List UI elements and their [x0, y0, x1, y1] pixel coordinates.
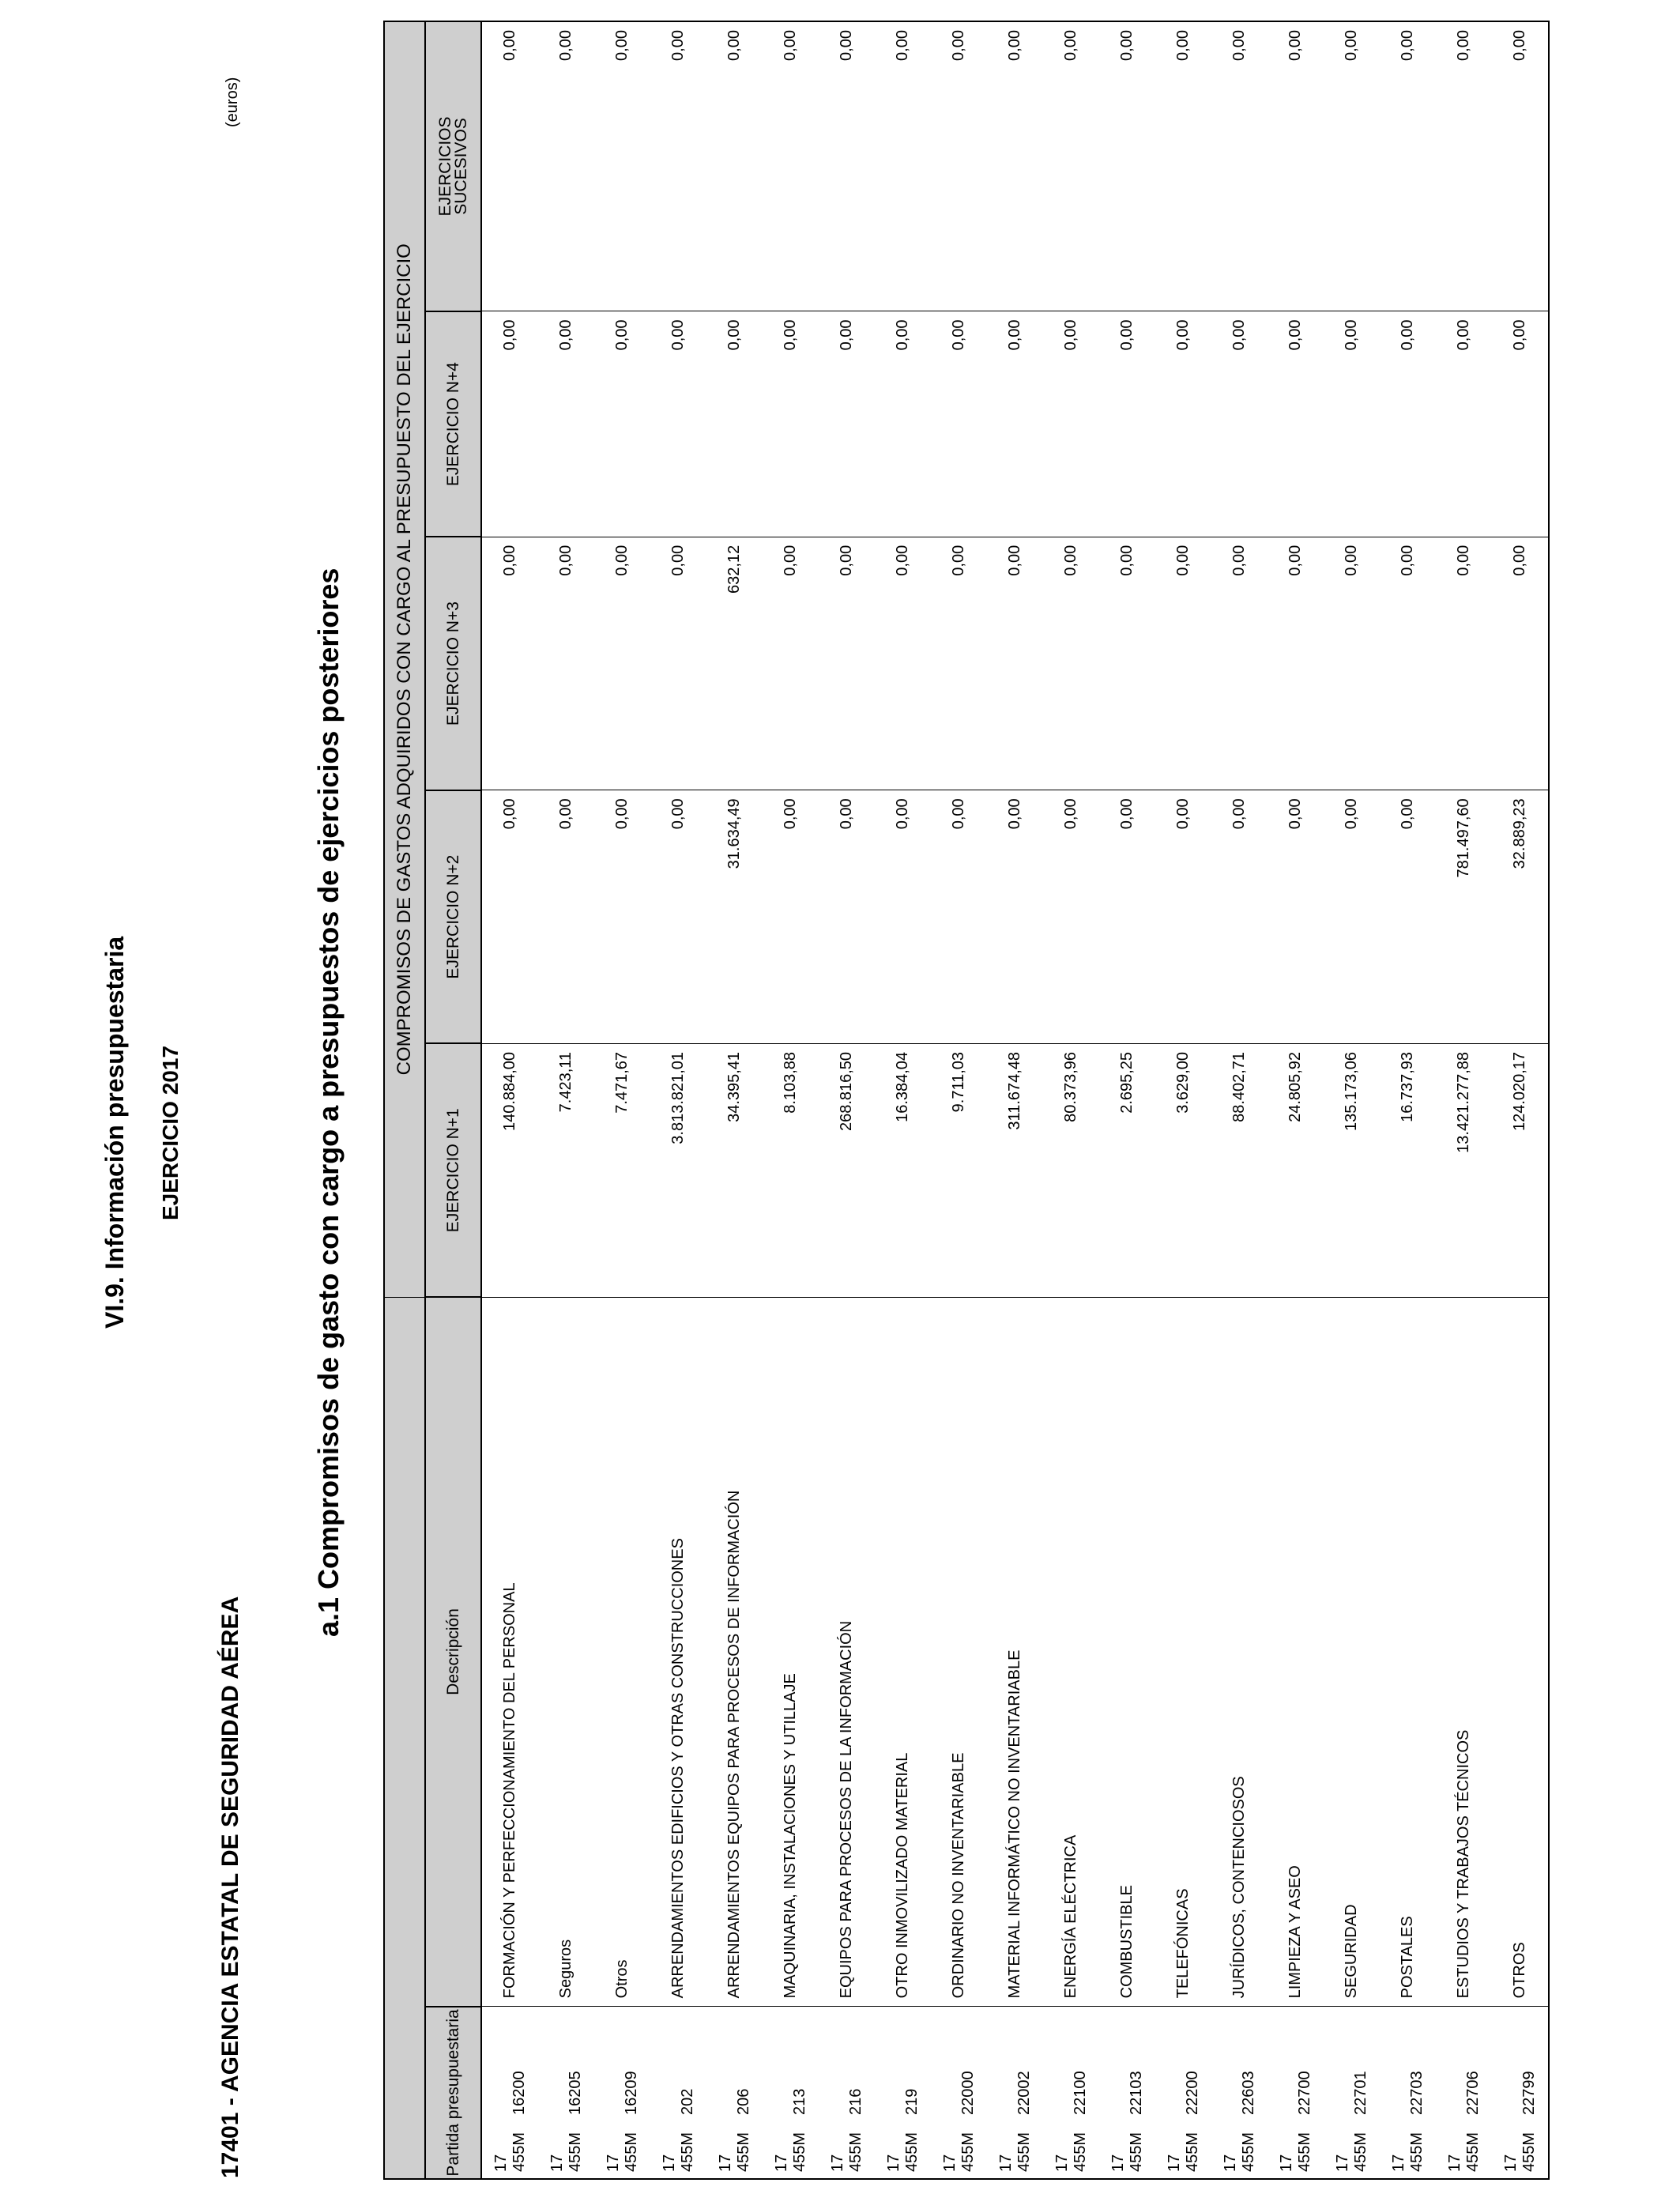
col-header-descripcion: Descripción: [425, 1297, 481, 2007]
n1-cell: 13.421.277,88: [1436, 1043, 1492, 1297]
partida-cell: [987, 2007, 1043, 2179]
programa-code: 17 455M: [996, 2132, 1033, 2172]
group-header: COMPROMISOS DE GASTOS ADQUIRIDOS CON CARGO AL PRESUPUESTO DEL EJERCICIO: [384, 21, 425, 1297]
programa-code: 17 455M: [772, 2132, 808, 2172]
n4-cell: 0,00: [1155, 311, 1211, 537]
table-row: [875, 21, 931, 2179]
col-header-n2: EJERCICIO N+2: [425, 790, 481, 1044]
concepto-code: 22701: [1351, 2071, 1369, 2115]
table-row: [931, 21, 987, 2179]
n4-cell: 0,00: [538, 311, 594, 537]
sucesivos-cell: 0,00: [1380, 21, 1436, 311]
sucesivos-cell: 0,00: [1268, 21, 1324, 311]
n1-cell: 3.629,00: [1155, 1043, 1211, 1297]
table-row: [1043, 21, 1099, 2179]
programa-code: 17 455M: [940, 2132, 977, 2172]
partida-cell: [931, 2007, 987, 2179]
descripcion-cell: Otros: [594, 1297, 650, 2007]
n3-cell: 0,00: [1099, 537, 1155, 790]
n4-cell: 0,00: [1380, 311, 1436, 537]
programa-code: 17 455M: [660, 2132, 696, 2172]
partida-cell: [1099, 2007, 1155, 2179]
n2-cell: 0,00: [650, 790, 706, 1044]
n2-cell: 0,00: [1155, 790, 1211, 1044]
n3-cell: 0,00: [1211, 537, 1268, 790]
n2-cell: 781.497,60: [1436, 790, 1492, 1044]
units-label: (euros): [224, 77, 241, 127]
descripcion-cell: ENERGÍA ELÉCTRICA: [1043, 1297, 1099, 2007]
n3-cell: 0,00: [1380, 537, 1436, 790]
partida-cell: [1492, 2007, 1549, 2179]
descripcion-cell: ARRENDAMIENTOS EQUIPOS PARA PROCESOS DE INFORMACIÓN: [706, 1297, 763, 2007]
n3-cell: 0,00: [1043, 537, 1099, 790]
n2-cell: 0,00: [1268, 790, 1324, 1044]
n1-cell: 124.020,17: [1492, 1043, 1549, 1297]
n4-cell: 0,00: [763, 311, 819, 537]
programa-code: 17 455M: [604, 2132, 640, 2172]
descripcion-cell: EQUIPOS PARA PROCESOS DE LA INFORMACIÓN: [819, 1297, 875, 2007]
concepto-code: 22603: [1239, 2071, 1257, 2115]
partida-cell: [1268, 2007, 1324, 2179]
sucesivos-cell: 0,00: [1436, 21, 1492, 311]
organism-name: 17401 - AGENCIA ESTATAL DE SEGURIDAD AÉREA: [217, 1596, 243, 2178]
col-header-partida: Partida presupuestaria: [425, 2007, 481, 2179]
n3-cell: 0,00: [763, 537, 819, 790]
descripcion-cell: OTRO INMOVILIZADO MATERIAL: [875, 1297, 931, 2007]
partida-cell: [1436, 2007, 1492, 2179]
partida-cell: [1043, 2007, 1099, 2179]
table-row: [1492, 21, 1549, 2179]
page-title: VI.9. Información presupuestaria: [100, 936, 129, 1329]
sucesivos-cell: 0,00: [481, 21, 538, 311]
programa-code: 17 455M: [828, 2132, 864, 2172]
concepto-code: 22002: [1015, 2071, 1033, 2115]
n2-cell: 0,00: [819, 790, 875, 1044]
descripcion-cell: POSTALES: [1380, 1297, 1436, 2007]
n2-cell: 0,00: [1043, 790, 1099, 1044]
programa-code: 17 455M: [1053, 2132, 1089, 2172]
n1-cell: 3.813.821,01: [650, 1043, 706, 1297]
partida-cell: [706, 2007, 763, 2179]
concepto-code: 202: [678, 2088, 696, 2115]
n4-cell: 0,00: [987, 311, 1043, 537]
partida-cell: [650, 2007, 706, 2179]
n1-cell: 16.384,04: [875, 1043, 931, 1297]
col-header-sucesivos-line2: SUCESIVOS: [451, 118, 470, 215]
n3-cell: 0,00: [931, 537, 987, 790]
commitments-table: [383, 21, 1550, 2180]
table-row: [481, 21, 538, 2179]
n4-cell: 0,00: [931, 311, 987, 537]
table-body: [481, 21, 1549, 2179]
descripcion-cell: MATERIAL INFORMÁTICO NO INVENTARIABLE: [987, 1297, 1043, 2007]
n2-cell: 0,00: [1211, 790, 1268, 1044]
partida-cell: [819, 2007, 875, 2179]
sucesivos-cell: 0,00: [1492, 21, 1549, 311]
n4-cell: 0,00: [875, 311, 931, 537]
sucesivos-cell: 0,00: [1324, 21, 1380, 311]
n1-cell: 16.737,93: [1380, 1043, 1436, 1297]
descripcion-cell: COMBUSTIBLE: [1099, 1297, 1155, 2007]
col-header-n4: EJERCICIO N+4: [425, 311, 481, 537]
n3-cell: 0,00: [1324, 537, 1380, 790]
n4-cell: 0,00: [1324, 311, 1380, 537]
n4-cell: 0,00: [650, 311, 706, 537]
n4-cell: 0,00: [1268, 311, 1324, 537]
table-row: [1155, 21, 1211, 2179]
programa-code: 17 455M: [884, 2132, 921, 2172]
n2-cell: 32.889,23: [1492, 790, 1549, 1044]
partida-cell: [763, 2007, 819, 2179]
n4-cell: 0,00: [819, 311, 875, 537]
table-row: [1099, 21, 1155, 2179]
programa-code: 17 455M: [1333, 2132, 1369, 2172]
sucesivos-cell: 0,00: [987, 21, 1043, 311]
descripcion-cell: SEGURIDAD: [1324, 1297, 1380, 2007]
descripcion-cell: Seguros: [538, 1297, 594, 2007]
descripcion-cell: TELEFÓNICAS: [1155, 1297, 1211, 2007]
n4-cell: 0,00: [1043, 311, 1099, 537]
n3-cell: 0,00: [1436, 537, 1492, 790]
table-row: [987, 21, 1043, 2179]
programa-code: 17 455M: [1221, 2132, 1257, 2172]
n1-cell: 80.373,96: [1043, 1043, 1099, 1297]
partida-cell: [538, 2007, 594, 2179]
n1-cell: 2.695,25: [1099, 1043, 1155, 1297]
table-row: [538, 21, 594, 2179]
n1-cell: 7.423,11: [538, 1043, 594, 1297]
n4-cell: 0,00: [706, 311, 763, 537]
n4-cell: 0,00: [481, 311, 538, 537]
n4-cell: 0,00: [1211, 311, 1268, 537]
programa-code: 17 455M: [1389, 2132, 1426, 2172]
n1-cell: 268.816,50: [819, 1043, 875, 1297]
exercise-year: EJERCICIO 2017: [158, 1046, 183, 1220]
n3-cell: 0,00: [1155, 537, 1211, 790]
n4-cell: 0,00: [594, 311, 650, 537]
sucesivos-cell: 0,00: [1211, 21, 1268, 311]
n2-cell: 0,00: [594, 790, 650, 1044]
concepto-code: 219: [902, 2088, 921, 2115]
n3-cell: 632,12: [706, 537, 763, 790]
table-row: [650, 21, 706, 2179]
n3-cell: 0,00: [538, 537, 594, 790]
concepto-code: 16200: [510, 2071, 528, 2115]
concepto-code: 22103: [1127, 2071, 1145, 2115]
n3-cell: 0,00: [1492, 537, 1549, 790]
header-blank: [384, 1297, 425, 2179]
sucesivos-cell: 0,00: [763, 21, 819, 311]
n1-cell: 34.395,41: [706, 1043, 763, 1297]
col-header-sucesivos-line1: EJERCICIOS: [435, 116, 454, 217]
partida-cell: [875, 2007, 931, 2179]
concepto-code: 22799: [1520, 2071, 1538, 2115]
sucesivos-cell: 0,00: [594, 21, 650, 311]
table-row: [1268, 21, 1324, 2179]
n3-cell: 0,00: [481, 537, 538, 790]
n1-cell: 88.402,71: [1211, 1043, 1268, 1297]
table-row: [706, 21, 763, 2179]
sucesivos-cell: 0,00: [1099, 21, 1155, 311]
n1-cell: 140.884,00: [481, 1043, 538, 1297]
n3-cell: 0,00: [875, 537, 931, 790]
concepto-code: 22706: [1463, 2071, 1482, 2115]
table-row: [1380, 21, 1436, 2179]
table-row: [1436, 21, 1492, 2179]
concepto-code: 22200: [1183, 2071, 1201, 2115]
table-row: [763, 21, 819, 2179]
concepto-code: 213: [790, 2088, 808, 2115]
partida-cell: [481, 2007, 538, 2179]
n2-cell: 0,00: [481, 790, 538, 1044]
table-row: [594, 21, 650, 2179]
concepto-code: 206: [734, 2088, 752, 2115]
programa-code: 17 455M: [1165, 2132, 1201, 2172]
n2-cell: 0,00: [1380, 790, 1436, 1044]
programa-code: 17 455M: [1501, 2132, 1538, 2172]
col-header-sucesivos: [425, 21, 481, 311]
concepto-code: 16209: [622, 2071, 640, 2115]
sucesivos-cell: 0,00: [1155, 21, 1211, 311]
n3-cell: 0,00: [650, 537, 706, 790]
n3-cell: 0,00: [1268, 537, 1324, 790]
n3-cell: 0,00: [987, 537, 1043, 790]
descripcion-cell: ARRENDAMIENTOS EDIFICIOS Y OTRAS CONSTRUCCIONES: [650, 1297, 706, 2007]
sucesivos-cell: 0,00: [1043, 21, 1099, 311]
table-row: [1324, 21, 1380, 2179]
n1-cell: 7.471,67: [594, 1043, 650, 1297]
programa-code: 17 455M: [1109, 2132, 1145, 2172]
n1-cell: 135.173,06: [1324, 1043, 1380, 1297]
sucesivos-cell: 0,00: [706, 21, 763, 311]
table-row: [819, 21, 875, 2179]
col-header-n1: EJERCICIO N+1: [425, 1043, 481, 1297]
partida-cell: [1211, 2007, 1268, 2179]
n2-cell: 0,00: [987, 790, 1043, 1044]
sucesivos-cell: 0,00: [819, 21, 875, 311]
n4-cell: 0,00: [1436, 311, 1492, 537]
n2-cell: 0,00: [875, 790, 931, 1044]
n4-cell: 0,00: [1492, 311, 1549, 537]
concepto-code: 16205: [566, 2071, 584, 2115]
partida-cell: [1380, 2007, 1436, 2179]
partida-cell: [1324, 2007, 1380, 2179]
sucesivos-cell: 0,00: [538, 21, 594, 311]
header-columns-row: [425, 21, 481, 2179]
programa-code: 17 455M: [1445, 2132, 1482, 2172]
n3-cell: 0,00: [594, 537, 650, 790]
descripcion-cell: ESTUDIOS Y TRABAJOS TÉCNICOS: [1436, 1297, 1492, 2007]
col-header-n3: EJERCICIO N+3: [425, 537, 481, 790]
sucesivos-cell: 0,00: [931, 21, 987, 311]
n2-cell: 0,00: [1324, 790, 1380, 1044]
n2-cell: 0,00: [538, 790, 594, 1044]
concepto-code: 216: [846, 2088, 864, 2115]
descripcion-cell: LIMPIEZA Y ASEO: [1268, 1297, 1324, 2007]
n3-cell: 0,00: [819, 537, 875, 790]
n2-cell: 0,00: [931, 790, 987, 1044]
n1-cell: 24.805,92: [1268, 1043, 1324, 1297]
n4-cell: 0,00: [1099, 311, 1155, 537]
n1-cell: 8.103,88: [763, 1043, 819, 1297]
sucesivos-cell: 0,00: [875, 21, 931, 311]
header-group-row: [384, 21, 425, 2179]
table-row: [1211, 21, 1268, 2179]
descripcion-cell: FORMACIÓN Y PERFECCIONAMIENTO DEL PERSONAL: [481, 1297, 538, 2007]
n2-cell: 0,00: [763, 790, 819, 1044]
n1-cell: 311.674,48: [987, 1043, 1043, 1297]
n1-cell: 9.711,03: [931, 1043, 987, 1297]
section-title: a.1 Compromisos de gasto con cargo a presupuestos de ejercicios posteriores: [312, 567, 345, 1637]
descripcion-cell: MAQUINARIA, INSTALACIONES Y UTILLAJE: [763, 1297, 819, 2007]
concepto-code: 22100: [1071, 2071, 1089, 2115]
descripcion-cell: JURÍDICOS, CONTENCIOSOS: [1211, 1297, 1268, 2007]
n2-cell: 31.634,49: [706, 790, 763, 1044]
concepto-code: 22700: [1295, 2071, 1313, 2115]
concepto-code: 22000: [959, 2071, 977, 2115]
programa-code: 17 455M: [716, 2132, 752, 2172]
programa-code: 17 455M: [1277, 2132, 1313, 2172]
descripcion-cell: ORDINARIO NO INVENTARIABLE: [931, 1297, 987, 2007]
programa-code: 17 455M: [548, 2132, 584, 2172]
partida-cell: [594, 2007, 650, 2179]
concepto-code: 22703: [1407, 2071, 1426, 2115]
partida-cell: [1155, 2007, 1211, 2179]
programa-code: 17 455M: [492, 2132, 528, 2172]
descripcion-cell: OTROS: [1492, 1297, 1549, 2007]
n2-cell: 0,00: [1099, 790, 1155, 1044]
sucesivos-cell: 0,00: [650, 21, 706, 311]
